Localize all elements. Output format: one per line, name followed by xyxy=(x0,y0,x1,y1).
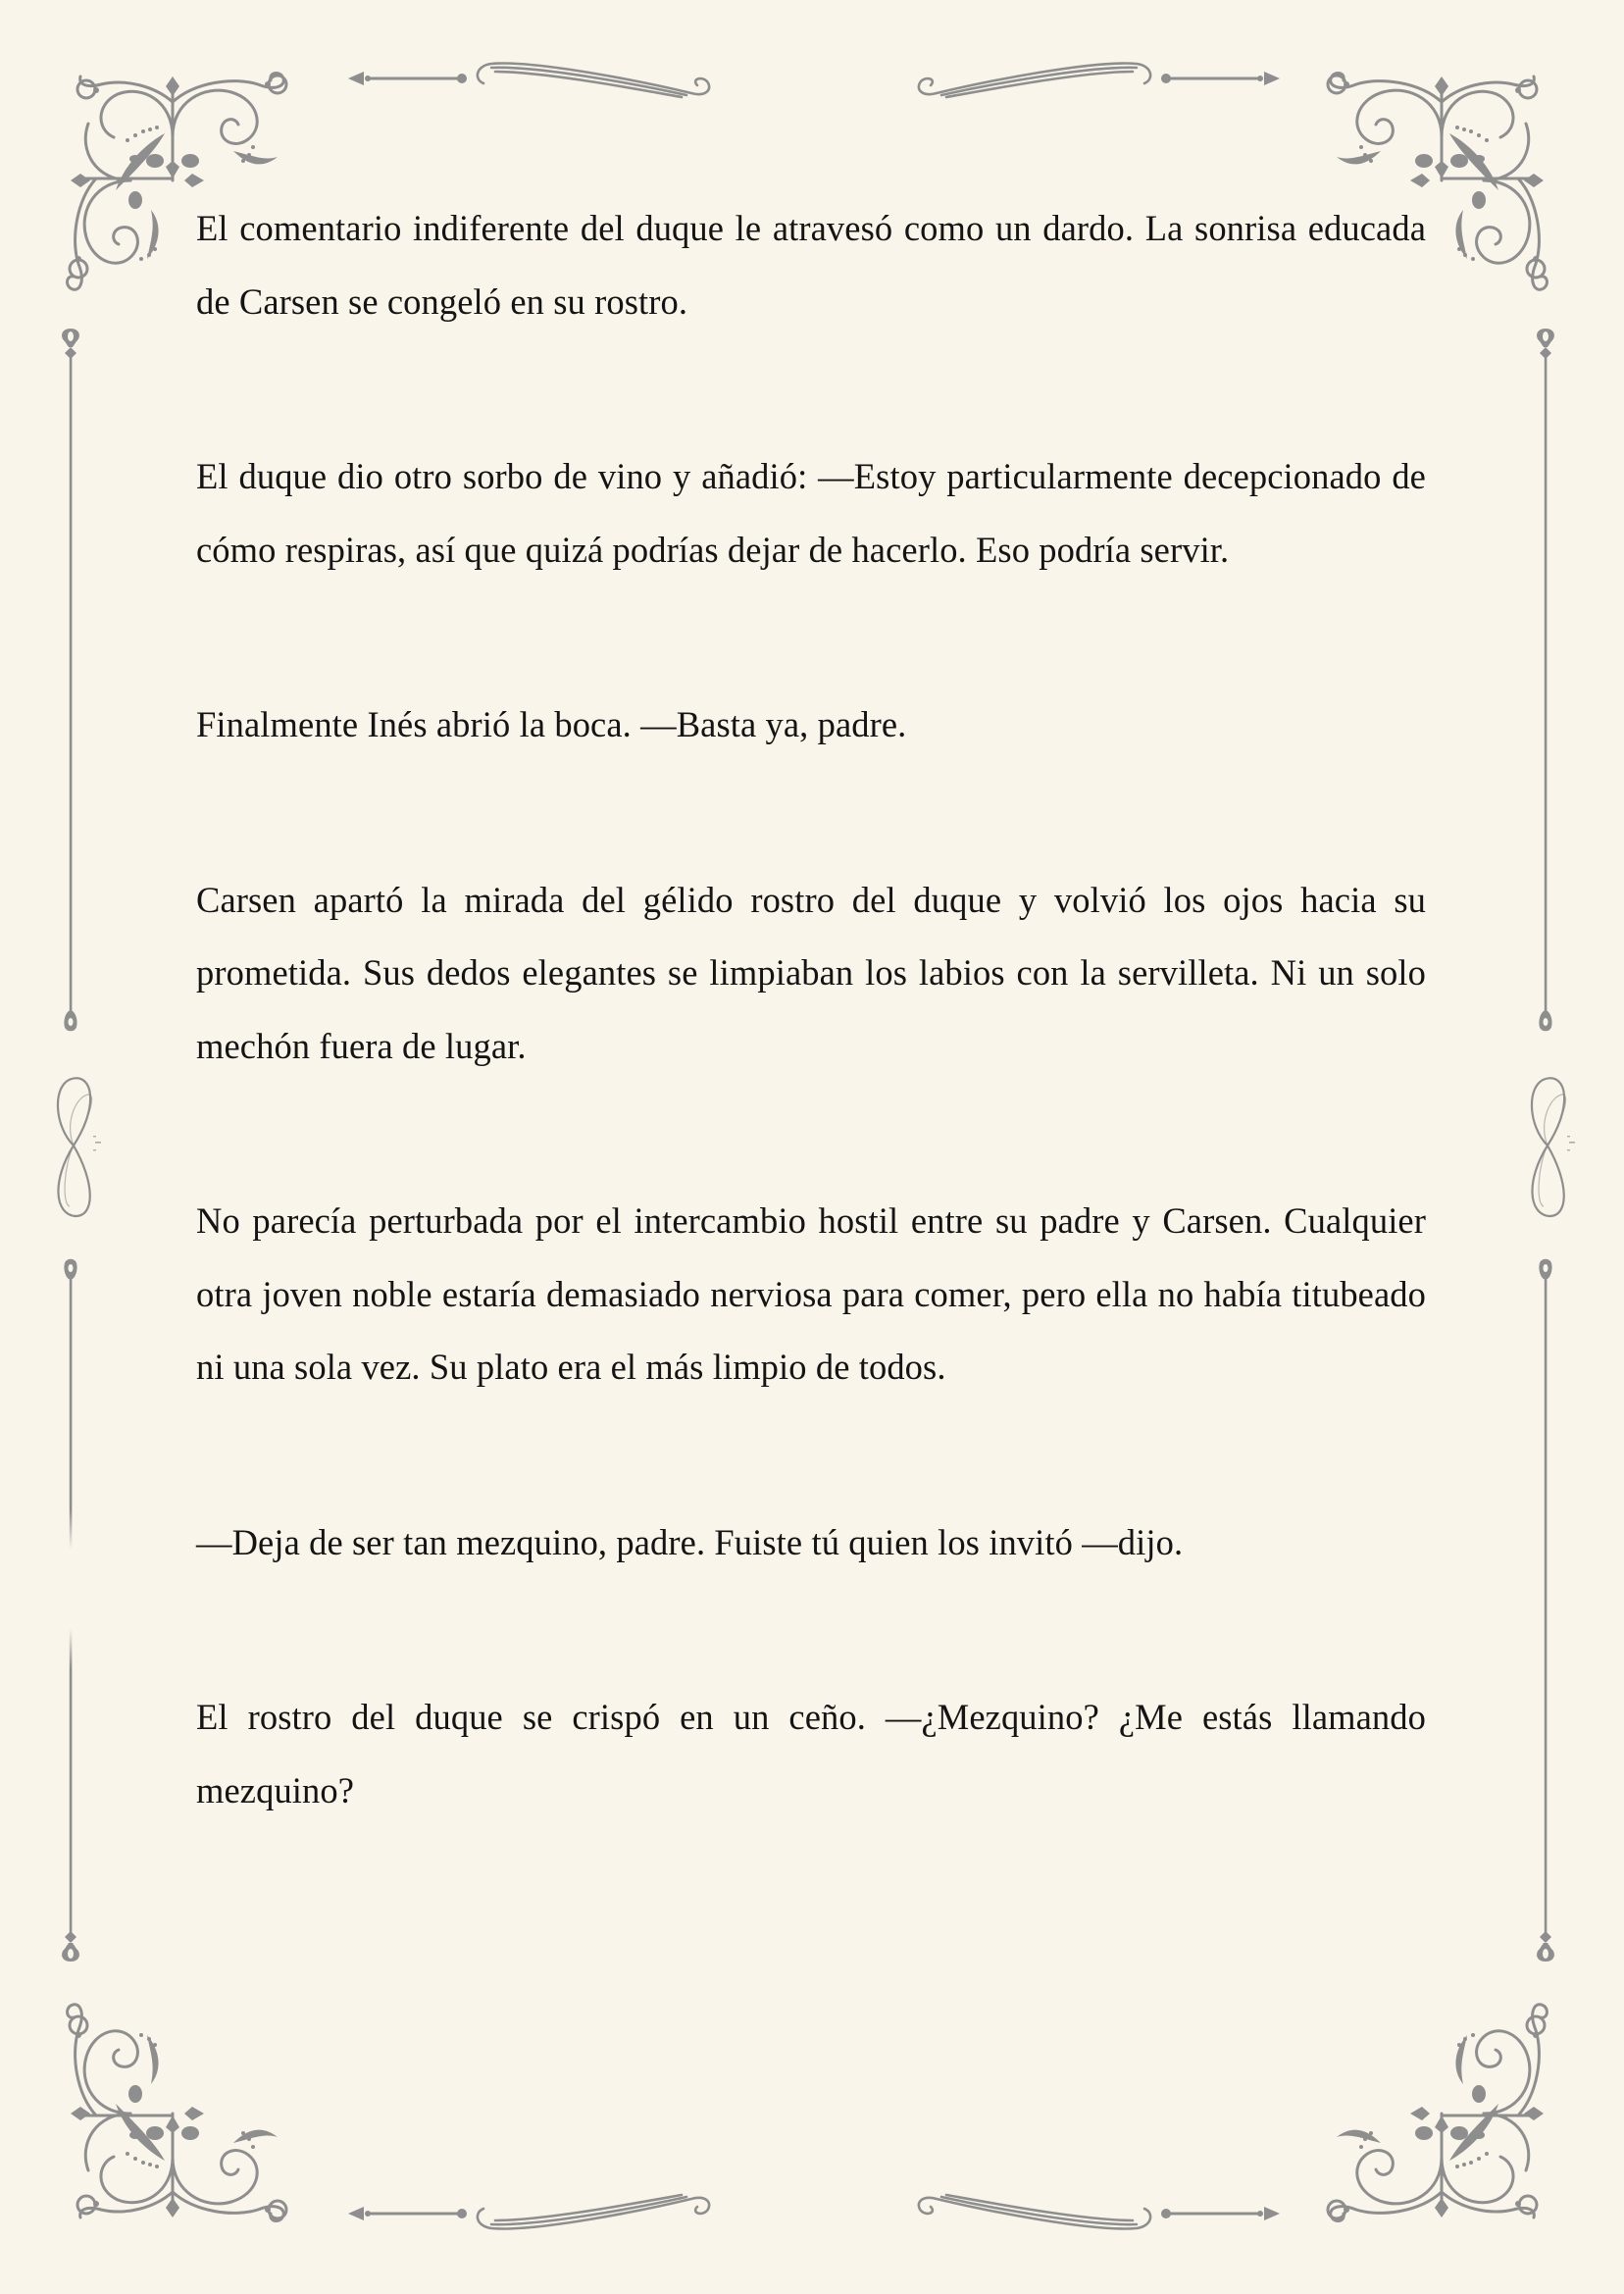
right-lower-bar-icon xyxy=(1531,1255,1560,1966)
paragraph-5: No parecía perturbada por el intercambio hostil entre su padre y Carsen. Cualquier otra joven noble estaría demasiado nerviosa para comer, pero ella no había titubeado ni una sola vez. Su plato era el más limpio de todos. xyxy=(196,1200,1426,1387)
paragraph-6: —Deja de ser tan mezquino, padre. Fuiste tú quien los invitó —dijo. xyxy=(196,1521,1184,1562)
paragraph-3: Finalmente Inés abrió la boca. —Basta ya, padre. xyxy=(196,704,907,744)
right-upper-bar-icon xyxy=(1531,324,1560,1035)
left-lower-bar-icon xyxy=(56,1255,85,1966)
left-infinity-knot-icon xyxy=(44,1067,103,1229)
paragraph-4: Carsen apartó la mirada del gélido rostro del duque y volvió los ojos hacia su prometida. Sus dedos elegantes se limpiaban los labios con la servilleta. Ni un solo mechón fuera de lugar. xyxy=(196,879,1426,1066)
finial-bar-svg xyxy=(56,324,85,1035)
infinity-knot-svg xyxy=(1518,1067,1577,1229)
finial-bar-svg xyxy=(56,1255,85,1966)
story-text xyxy=(196,192,1426,1827)
paragraph-1: El comentario indiferente del duque le atravesó como un dardo. La sonrisa educada de Carsen se congeló en su rostro. xyxy=(196,208,1426,322)
left-upper-bar-icon xyxy=(56,324,85,1035)
right-infinity-knot-icon xyxy=(1518,1067,1577,1229)
corner-flourish-svg xyxy=(57,2006,297,2231)
scroll-divider-top-icon xyxy=(348,54,1280,103)
infinity-knot-svg xyxy=(44,1067,103,1229)
flourish-corner-bottom-left-icon xyxy=(57,2006,297,2231)
flourish-corner-bottom-right-icon xyxy=(1317,2006,1557,2231)
paragraph-2: El duque dio otro sorbo de vino y añadió: —Estoy particularmente decepcionado de cómo respiras, así que quizá podrías dejar de hacerlo. Eso podría servir. xyxy=(196,456,1426,570)
finial-bar-svg xyxy=(1531,324,1560,1035)
finial-bar-svg xyxy=(1531,1255,1560,1966)
scroll-divider-svg xyxy=(348,2189,1280,2238)
scroll-divider-svg xyxy=(348,54,1280,103)
corner-flourish-svg xyxy=(1317,2006,1557,2231)
paragraph-7: El rostro del duque se crispó en un ceño. —¿Mezquino? ¿Me estás llamando mezquino? xyxy=(196,1697,1426,1810)
scroll-divider-bottom-icon xyxy=(348,2189,1280,2238)
